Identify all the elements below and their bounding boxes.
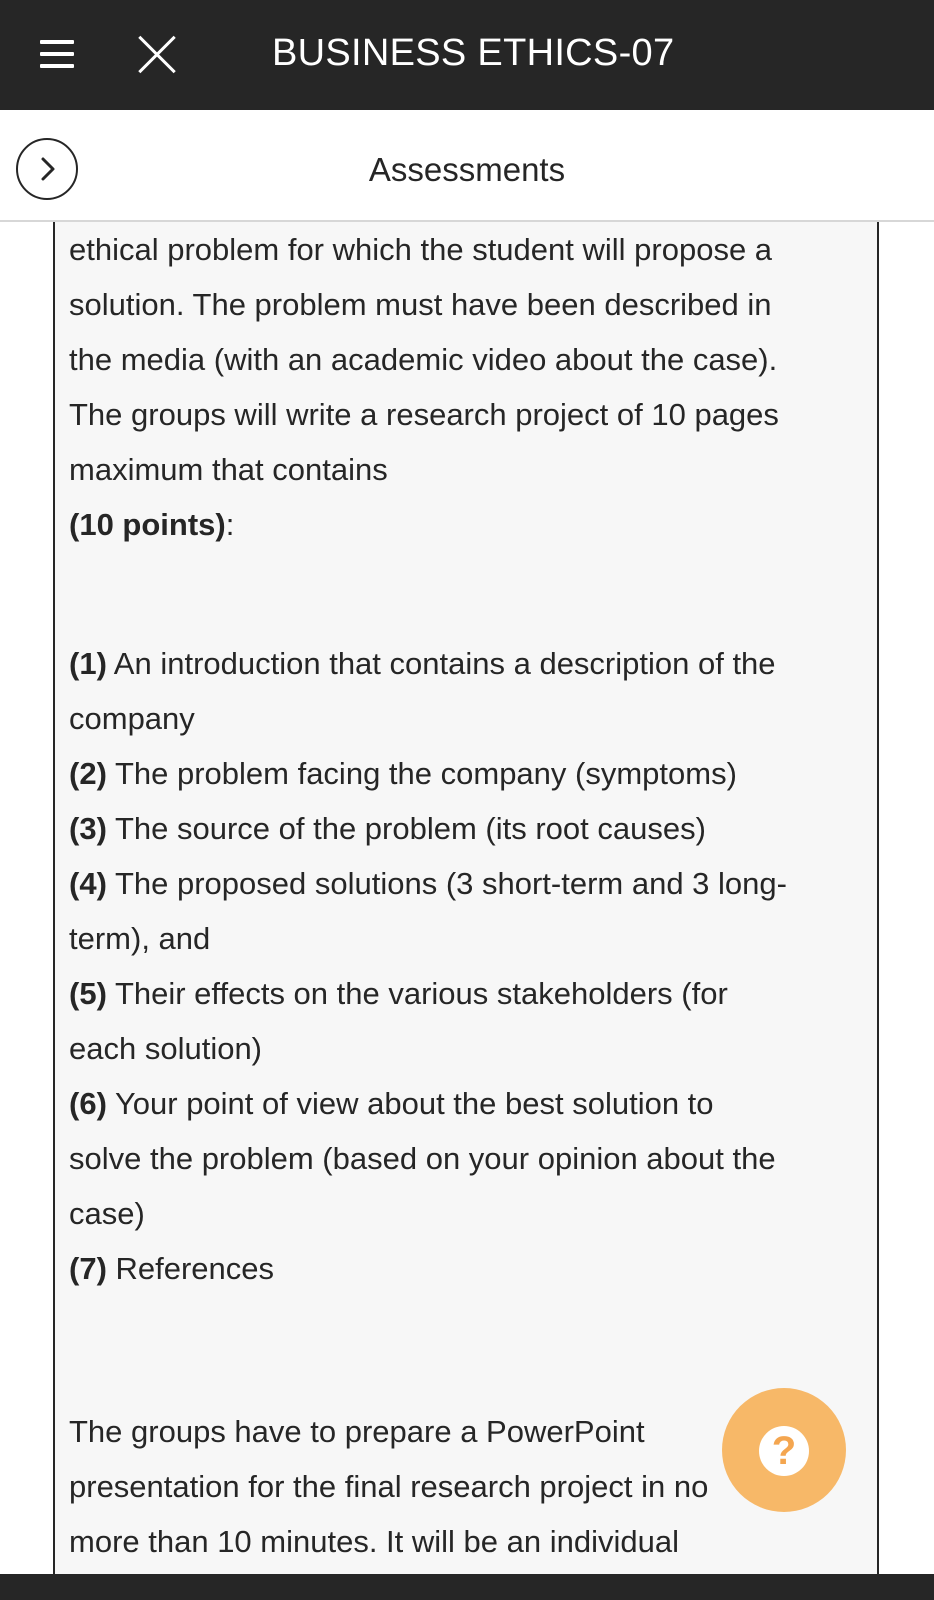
list-item-1 [69, 636, 869, 691]
item-text: The problem facing the company (symptoms) [106, 756, 737, 791]
list-item-6-cont: solve the problem (based on your opinion about the [69, 1141, 776, 1176]
item-number: (5) [69, 976, 107, 1011]
list-item-5 [69, 966, 869, 1021]
list-item-4-cont: term), and [69, 921, 211, 956]
hamburger-menu-icon[interactable] [38, 34, 78, 74]
intro-line: solution. The problem must have been described in [69, 287, 772, 322]
item-text: The source of the problem (its root causes) [106, 811, 706, 846]
item-text: References [106, 1251, 275, 1286]
help-icon: ? [759, 1426, 809, 1476]
item-text: Your point of view about the best solution to [106, 1086, 714, 1121]
intro-line: The groups will write a research project of 10 pages [69, 397, 779, 432]
list-item-6 [69, 1076, 869, 1131]
item-number: (6) [69, 1086, 107, 1121]
item-number: (3) [69, 811, 107, 846]
list-item-1-cont: company [69, 701, 195, 736]
list-item-5-cont: each solution) [69, 1031, 263, 1066]
item-number: (1) [69, 646, 107, 681]
item-text: Their effects on the various stakeholders (for [106, 976, 728, 1011]
list-item-3 [69, 801, 869, 856]
intro-line: maximum that contains [69, 452, 388, 487]
list-item-7 [69, 1241, 869, 1296]
course-title: BUSINESS ETHICS-07 [272, 32, 675, 74]
list-item-4 [69, 856, 869, 911]
points-label: (10 points) [69, 507, 226, 542]
item-text: The proposed solutions (3 short-term and 3 long- [106, 866, 787, 901]
item-number: (2) [69, 756, 107, 791]
item-number: (4) [69, 866, 107, 901]
assessment-content-panel [53, 222, 879, 1574]
closing-line: presentation for the final research project in no [69, 1469, 709, 1504]
intro-line: the media (with an academic video about the case). [69, 342, 778, 377]
list-item-2 [69, 746, 869, 801]
intro-line: ethical problem for which the student will propose a [69, 232, 773, 267]
assessment-description [69, 222, 869, 1569]
points-suffix: : [225, 507, 235, 542]
bottom-bar [0, 1574, 934, 1600]
closing-line: The groups have to prepare a PowerPoint [69, 1414, 645, 1449]
item-text: An introduction that contains a description of the [106, 646, 776, 681]
help-button[interactable] [722, 1388, 846, 1512]
closing-line: more than 10 minutes. It will be an individual [69, 1524, 679, 1559]
sub-header [0, 110, 934, 222]
close-icon[interactable] [132, 30, 182, 80]
section-title: Assessments [368, 151, 566, 188]
top-bar [0, 0, 934, 110]
item-number: (7) [69, 1251, 107, 1286]
list-item-6-cont: case) [69, 1196, 145, 1231]
points-line [69, 497, 869, 552]
